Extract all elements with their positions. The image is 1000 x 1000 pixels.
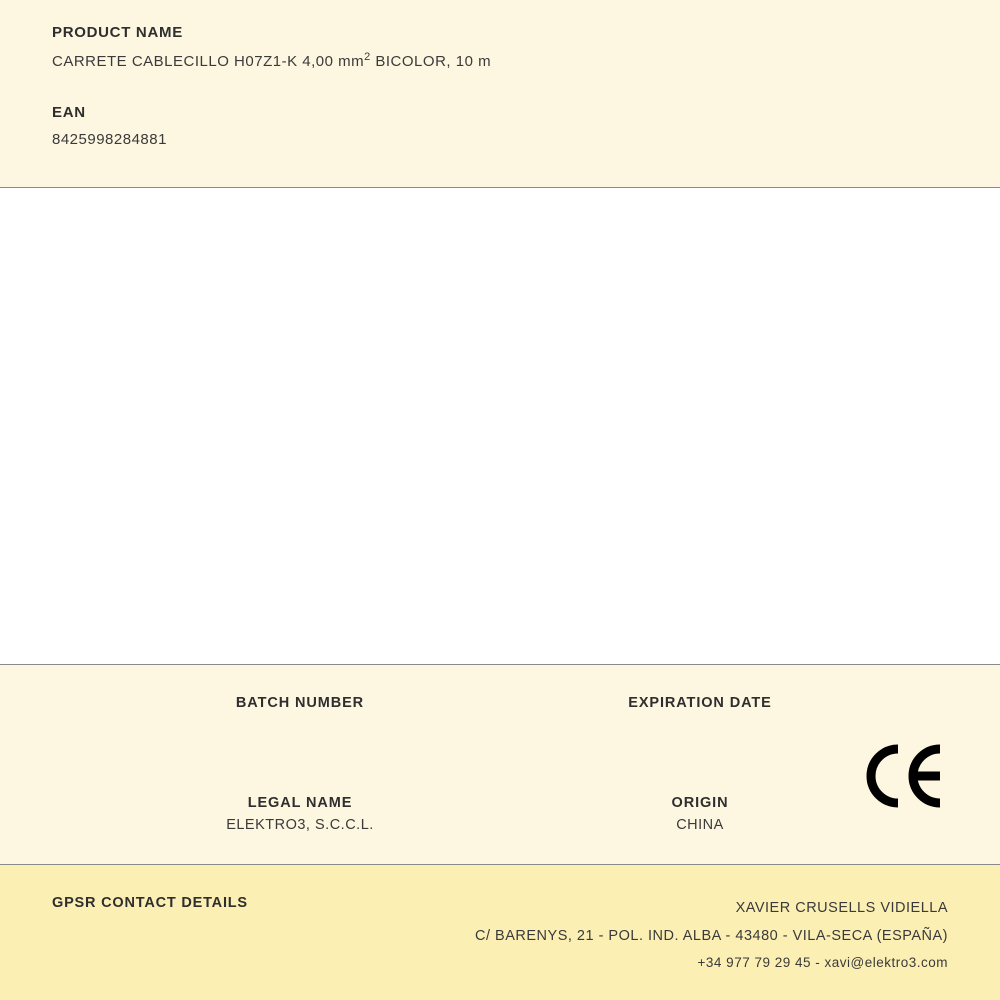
product-name-value-suffix: BICOLOR, 10 m [370, 53, 492, 70]
traceability-block [0, 665, 1000, 865]
product-name-superscript: 2 [364, 51, 371, 63]
expiration-date-cell [550, 695, 850, 735]
gpsr-contact-details [475, 895, 948, 976]
gpsr-contact-label: GPSR CONTACT DETAILS [52, 895, 248, 911]
ean-group [52, 104, 948, 148]
product-info-block [0, 0, 1000, 188]
product-name-value-text: CARRETE CABLECILLO H07Z1-K 4,00 mm [52, 53, 365, 70]
expiration-date-label: EXPIRATION DATE [628, 695, 772, 711]
expiration-date-value [550, 717, 850, 735]
legal-name-value: ELEKTRO3, S.C.C.L. [226, 817, 374, 833]
legal-name-label: LEGAL NAME [247, 795, 353, 811]
traceability-row-legal [0, 795, 1000, 835]
batch-number-label: BATCH NUMBER [235, 695, 365, 711]
gpsr-contact-address: C/ BARENYS, 21 - POL. IND. ALBA - 43480 - VILA-SECA (ESPAÑA) [475, 927, 948, 944]
gpsr-contact-phone-email: +34 977 79 29 45 - xavi@elektro3.com [697, 955, 948, 971]
ean-value: 8425998284881 [52, 131, 167, 148]
origin-cell [550, 795, 850, 835]
product-name-label: PRODUCT NAME [52, 24, 183, 41]
blank-content-area [0, 188, 1000, 665]
origin-label: ORIGIN [671, 795, 729, 811]
ce-marking-icon [862, 743, 948, 809]
product-name-value [52, 51, 948, 70]
legal-name-cell [150, 795, 450, 835]
origin-value: CHINA [676, 817, 724, 833]
gpsr-contact-name: XAVIER CRUSELLS VIDIELLA [735, 900, 948, 916]
batch-number-cell [150, 695, 450, 735]
batch-number-value [150, 717, 450, 735]
ean-label: EAN [52, 104, 86, 121]
traceability-row-batch [0, 695, 1000, 735]
gpsr-footer-block [0, 865, 1000, 1000]
product-name-group [52, 24, 948, 70]
